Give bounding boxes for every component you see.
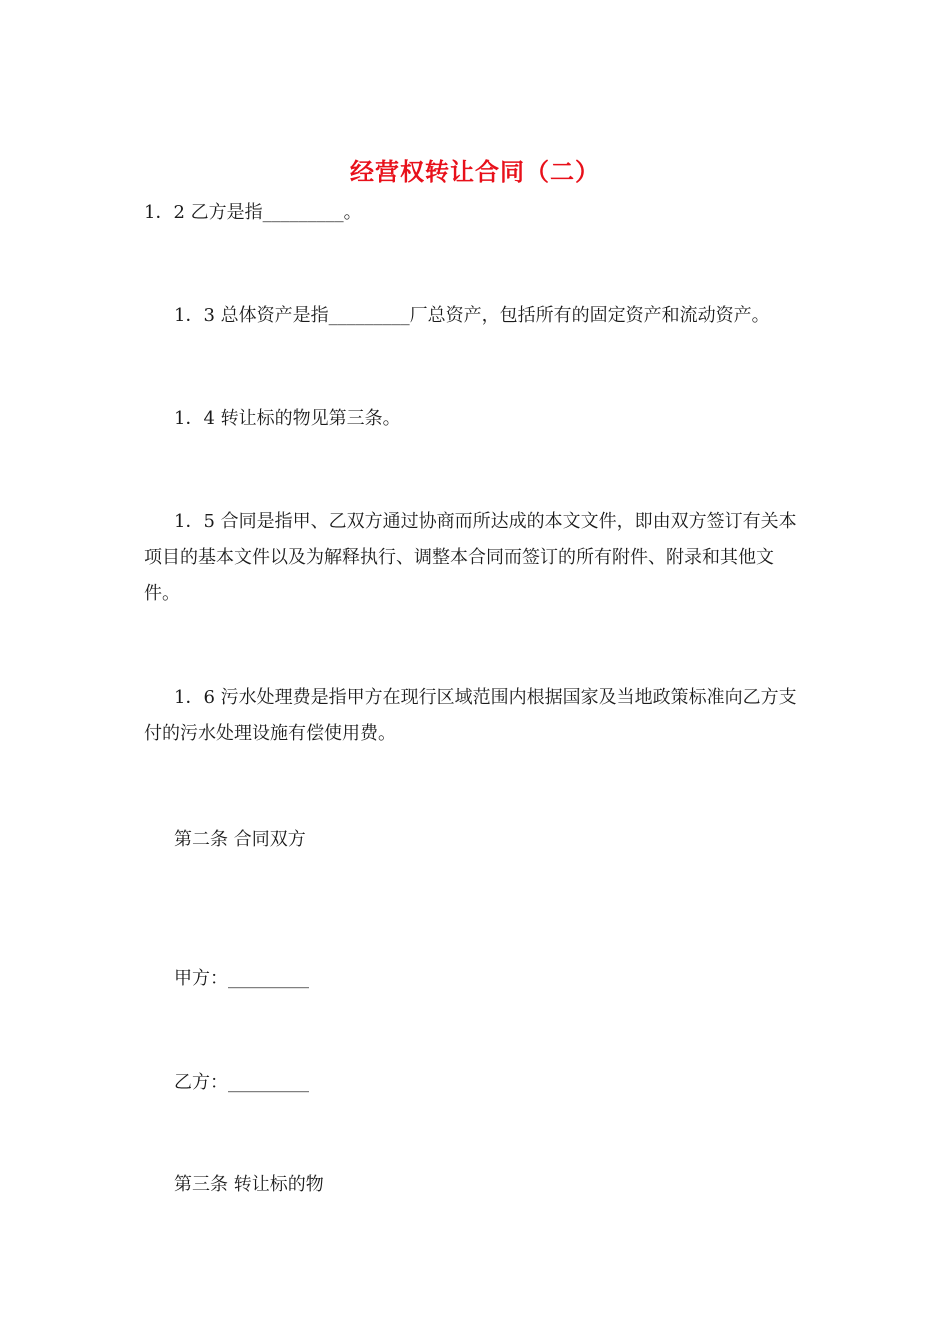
article-2-heading: 第二条 合同双方 <box>174 829 306 850</box>
clause-1-6: 1．6 污水处理费是指甲方在现行区域范围内根据国家及当地政策标准向乙方支付的污水处理设施有偿使用费。 <box>144 687 797 744</box>
clause-1-2: 1．2 乙方是指_________。 <box>144 202 362 223</box>
document-title: 经营权转让合同（二） <box>350 157 600 186</box>
clause-1-4: 1．4 转让标的物见第三条。 <box>174 408 401 429</box>
clause-1-5: 1．5 合同是指甲、乙双方通过协商而所达成的本文文件，即由双方签订有关本项目的基本文件以及为解释执行、调整本合同而签订的所有附件、附录和其他文件。 <box>144 511 797 604</box>
party-a-line: 甲方：_________ <box>174 968 309 989</box>
article-3-heading: 第三条 转让标的物 <box>174 1174 324 1195</box>
party-b-line: 乙方：_________ <box>174 1072 309 1093</box>
clause-1-3: 1．3 总体资产是指_________厂总资产，包括所有的固定资产和流动资产。 <box>174 305 770 326</box>
